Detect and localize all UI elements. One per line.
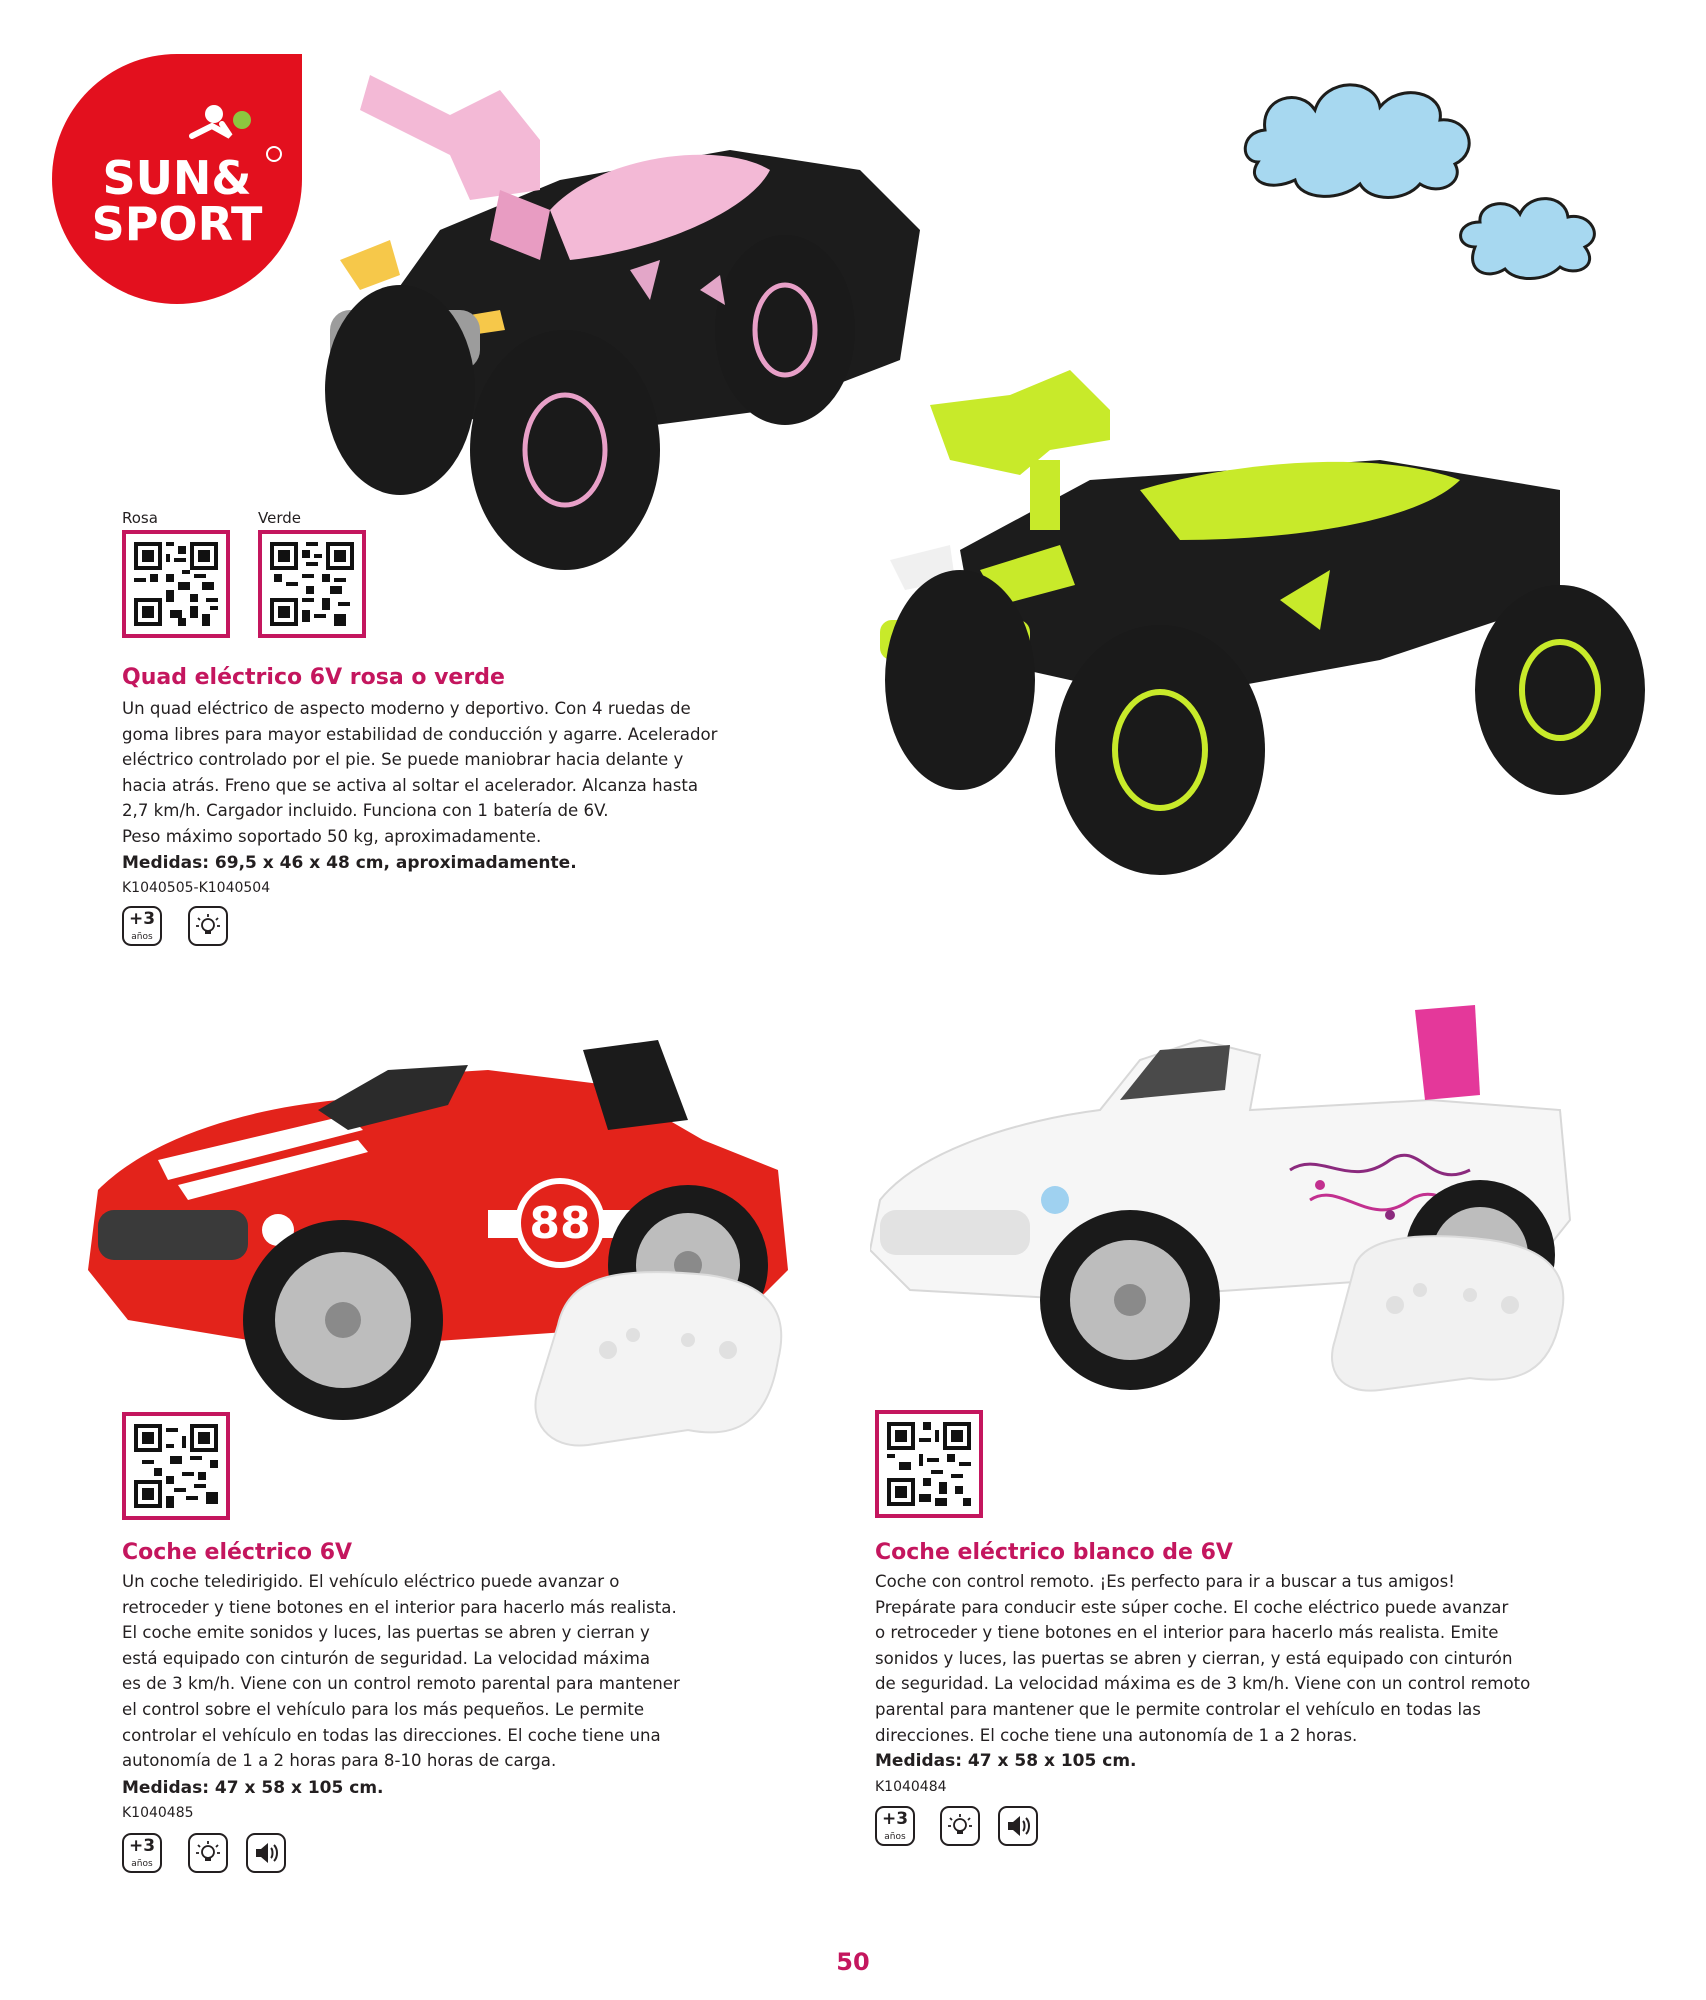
product-sku: K1040485: [122, 1805, 194, 1821]
qr-label-verde: Verde: [258, 509, 301, 527]
description-line: Coche con control remoto. ¡Es perfecto para ir a buscar a tus amigos!: [875, 1572, 1455, 1591]
description-line: Un coche teledirigido. El vehículo eléctrico puede avanzar o: [122, 1572, 620, 1591]
lights-icon: [940, 1806, 980, 1846]
product-measures: Medidas: 47 x 58 x 105 cm.: [875, 1751, 1137, 1771]
logo-line-1: SUN&: [102, 151, 252, 205]
product-sku: K1040484: [875, 1779, 947, 1795]
description-line: de seguridad. La velocidad máxima es de 3 km/h. Viene con un control remoto: [875, 1674, 1531, 1694]
product-title: Coche eléctrico blanco de 6V: [875, 1540, 1233, 1565]
description-line: autonomía de 1 a 2 horas para 8-10 horas de carga.: [122, 1751, 557, 1771]
description-line: 2,7 km/h. Cargador incluido. Funciona con 1 batería de 6V.: [122, 801, 609, 821]
product-title: Quad eléctrico 6V rosa o verde: [122, 665, 505, 690]
qr-code-white-car[interactable]: [875, 1410, 983, 1518]
red-car-image: [88, 1020, 808, 1460]
sound-icon: [998, 1806, 1038, 1846]
white-car-image: [870, 1000, 1590, 1410]
description-line: controlar el vehículo en todas las direcciones. El coche tiene una: [122, 1725, 661, 1745]
age-unit: años: [131, 932, 153, 942]
qr-code-rosa[interactable]: [122, 530, 230, 638]
description-line: es de 3 km/h. Viene con un control remoto parental para mantener: [122, 1674, 680, 1694]
product-description: [122, 1569, 680, 1774]
age-unit: años: [131, 1859, 153, 1869]
description-line: hacia atrás. Freno que se activa al soltar el acelerador. Alcanza hasta: [122, 775, 699, 795]
description-line: el control sobre el vehículo para los más pequeños. Le permite: [122, 1699, 645, 1719]
product-sku: K1040505-K1040504: [122, 880, 271, 896]
description-line: Un quad eléctrico de aspecto moderno y deportivo. Con 4 ruedas de: [122, 699, 691, 718]
description-line: sonidos y luces, las puertas se abren y cierran, y está equipado con cinturón: [875, 1648, 1513, 1668]
age-icon: [122, 1833, 162, 1873]
clouds-decoration: [1240, 72, 1620, 292]
product-description: [122, 696, 718, 850]
description-line: Prepárate para conducir este súper coche. El coche eléctrico puede avanzar: [875, 1597, 1509, 1617]
page-number: 50: [836, 1948, 870, 1976]
product-measures: Medidas: 47 x 58 x 105 cm.: [122, 1778, 384, 1798]
age-number: +3: [128, 1836, 156, 1856]
product-title: Coche eléctrico 6V: [122, 1540, 353, 1565]
age-unit: años: [884, 1832, 906, 1842]
description-line: está equipado con cinturón de seguridad. La velocidad máxima: [122, 1648, 651, 1668]
car-number: 88: [529, 1198, 591, 1249]
description-line: Peso máximo soportado 50 kg, aproximadamente.: [122, 826, 542, 846]
sound-icon: [246, 1833, 286, 1873]
green-quad-image: [860, 370, 1690, 880]
logo-line-2: SPORT: [91, 197, 263, 251]
age-icon: [875, 1806, 915, 1846]
description-line: eléctrico controlado por el pie. Se puede maniobrar hacia delante y: [122, 750, 684, 770]
brand-logo: [52, 54, 302, 304]
description-line: El coche emite sonidos y luces, las puertas se abren y cierran y: [122, 1623, 650, 1643]
description-line: goma libres para mayor estabilidad de conducción y agarre. Acelerador: [122, 724, 718, 744]
qr-label-rosa: Rosa: [122, 509, 158, 527]
qr-code-verde[interactable]: [258, 530, 366, 638]
description-line: parental para mantener que le permite controlar el vehículo en todas las: [875, 1699, 1481, 1719]
product-measures: Medidas: 69,5 x 46 x 48 cm, aproximadamente.: [122, 853, 577, 873]
description-line: direcciones. El coche tiene una autonomía de 1 a 2 horas.: [875, 1725, 1358, 1745]
lights-icon: [188, 1833, 228, 1873]
age-number: +3: [881, 1809, 909, 1829]
lights-icon: [188, 906, 228, 946]
description-line: o retroceder y tiene botones en el interior para hacerlo más realista. Emite: [875, 1623, 1499, 1643]
description-line: retroceder y tiene botones en el interior para hacerlo más realista.: [122, 1597, 677, 1617]
qr-code-red-car[interactable]: [122, 1412, 230, 1520]
product-description: [875, 1569, 1530, 1748]
age-number: +3: [128, 909, 156, 929]
age-icon: [122, 906, 162, 946]
